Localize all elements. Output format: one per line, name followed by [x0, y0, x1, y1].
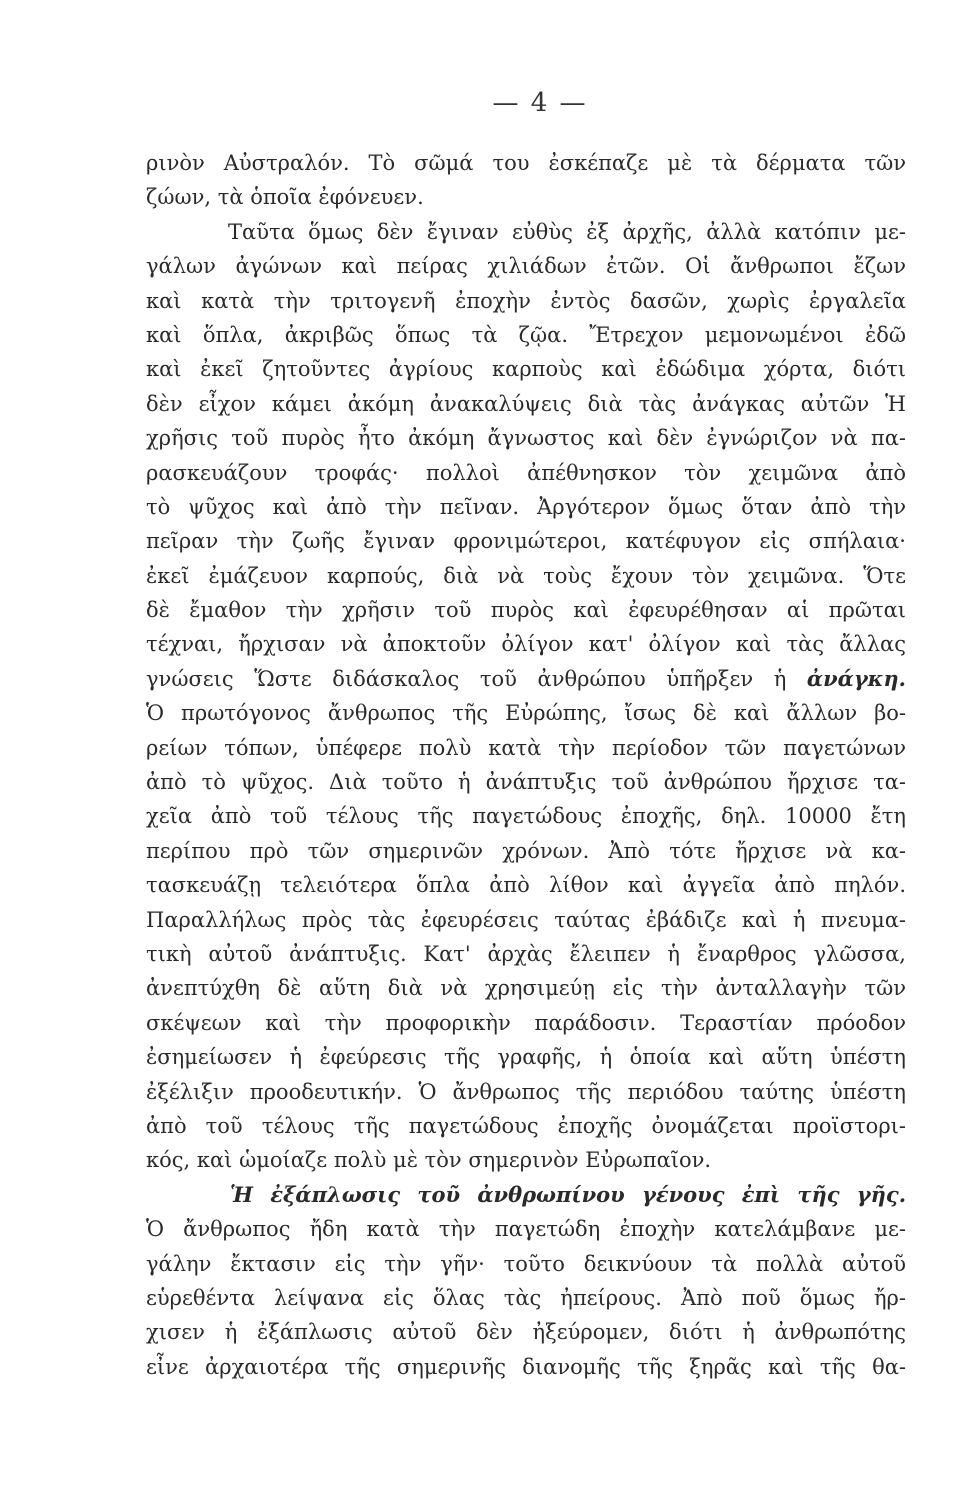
- text-line: Ὁ ἄνθρωπος ἤδη κατὰ τὴν παγετώδη ἐποχὴν κατελάμβανε με-: [146, 1217, 906, 1242]
- section-heading: Ἡ ἐξάπλωσις τοῦ ἀνθρωπίνου γένους ἐπὶ τῆς γῆς.: [230, 1181, 906, 1207]
- text-line: [146, 662, 906, 696]
- text-line: περίπου πρὸ τῶν σημερινῶν χρόνων. Ἀπὸ τότε ἤρχισε νὰ κα-: [146, 838, 906, 863]
- text-line: χεῖα ἀπὸ τοῦ τέλους τῆς παγετώδους ἐποχῆς, δηλ. 10000 ἔτη: [146, 804, 906, 829]
- text-line: ρασκευάζουν τροφάς· πολλοὶ ἀπέθνησκον τὸν χειμῶνα ἀπὸ: [146, 460, 906, 485]
- paragraph-start-line: Ταῦτα ὅμως δὲν ἔγιναν εὐθὺς ἐξ ἀρχῆς, ἀλλὰ κατόπιν με-: [228, 219, 906, 244]
- text-line: γάλων ἀγώνων καὶ πείρας χιλιάδων ἐτῶν. Οἱ ἄνθρωποι ἔζων: [146, 254, 906, 279]
- text-line: κός, καὶ ὡμοίαζε πολὺ μὲ τὸν σημερινὸν Εὐρωπαῖον.: [146, 1148, 712, 1173]
- text-line: ἐκεῖ ἐμάζευον καρπούς, διὰ νὰ τοὺς ἔχουν τὸν χειμῶνα. Ὅτε: [146, 563, 906, 588]
- text-line: ἀνεπτύχθη δὲ αὕτη διὰ νὰ χρησιμεύῃ εἰς τὴν ἀνταλλαγὴν τῶν: [146, 976, 906, 1001]
- text-line: πεῖραν τὴν ζωῆς ἔγιναν φρονιμώτεροι, κατέφυγον εἰς σπήλαια·: [146, 529, 906, 554]
- text-line: χρῆσις τοῦ πυρὸς ἦτο ἀκόμη ἄγνωστος καὶ δὲν ἐγνώριζον νὰ πα-: [146, 426, 906, 451]
- text-line: ζώων, τὰ ὁποῖα ἐφόνευεν.: [146, 185, 424, 210]
- text-line: εὑρεθέντα λείψανα εἰς ὅλας τὰς ἠπείρους. Ἀπὸ ποῦ ὅμως ἤρ-: [146, 1285, 906, 1310]
- text-line: Ὁ πρωτόγονος ἄνθρωπος τῆς Εὐρώπης, ἴσως δὲ καὶ ἄλλων βο-: [146, 701, 906, 726]
- text-line: τικὴ αὐτοῦ ἀνάπτυξις. Κατ' ἀρχὰς ἔλειπεν ἡ ἔναρθρος γλῶσσα,: [146, 941, 906, 966]
- text-line: ἐσημείωσεν ἡ ἐφεύρεσις τῆς γραφῆς, ἡ ὁποία καὶ αὕτη ὑπέστη: [146, 1045, 906, 1070]
- text-line: ρείων τόπων, ὑπέφερε πολὺ κατὰ τὴν περίοδον τῶν παγετώνων: [146, 735, 906, 760]
- text-line: καὶ ἐκεῖ ζητοῦντες ἀγρίους καρποὺς καὶ ἐδώδιμα χόρτα, διότι: [146, 357, 906, 382]
- text-line: εἶνε ἀρχαιοτέρα τῆς σημερινῆς διανομῆς τῆς ξηρᾶς καὶ τῆς θα-: [146, 1354, 906, 1379]
- text-line: Παραλλήλως πρὸς τὰς ἐφευρέσεις ταύτας ἐβάδιζε καὶ ἡ πνευμα-: [146, 907, 906, 932]
- text-line: σκέψεων καὶ τὴν προφορικὴν παράδοσιν. Τεραστίαν πρόοδον: [146, 1010, 906, 1035]
- text-line: καὶ ὅπλα, ἀκριβῶς ὅπως τὰ ζῷα. Ἔτρεχον μεμονωμένοι ἐδῶ: [146, 322, 906, 347]
- text-line-part: γνώσεις Ὥστε διδάσκαλος τοῦ ἀνθρώπου ὑπῆρξεν ἡ: [146, 666, 807, 691]
- text-line: δὲ ἔμαθον τὴν χρῆσιν τοῦ πυρὸς καὶ ἐφευρέθησαν αἱ πρῶται: [146, 598, 906, 623]
- text-line: γάλην ἔκτασιν εἰς τὴν γῆν· τοῦτο δεικνύουν τὰ πολλὰ αὐτοῦ: [146, 1251, 906, 1276]
- text-line: τασκευάζῃ τελειότερα ὅπλα ἀπὸ λίθον καὶ ἀγγεῖα ἀπὸ πηλόν.: [146, 873, 906, 898]
- text-line: ρινὸν Αὐστραλόν. Τὸ σῶμά του ἐσκέπαζε μὲ τὰ δέρματα τῶν: [146, 151, 906, 175]
- text-line: καὶ κατὰ τὴν τριτογενῆ ἐποχὴν ἐντὸς δασῶν, χωρὶς ἐργαλεῖα: [146, 288, 906, 313]
- text-line: τὸ ψῦχος καὶ ἀπὸ τὴν πεῖναν. Ἀργότερον ὅμως ὅταν ἀπὸ τὴν: [146, 494, 906, 519]
- text-line: ἐξέλιξιν προοδευτικήν. Ὁ ἄνθρωπος τῆς περιόδου ταύτης ὑπέστη: [146, 1079, 906, 1104]
- body-text: [146, 146, 906, 1384]
- text-line: ἀπὸ τὸ ψῦχος. Διὰ τοῦτο ἡ ἀνάπτυξις τοῦ ἀνθρώπου ἤρχισε τα-: [146, 770, 906, 795]
- text-line: τέχναι, ἤρχισαν νὰ ἀποκτοῦν ὀλίγον κατ' ὀλίγον καὶ τὰς ἄλλας: [146, 632, 906, 657]
- page-number: — 4 —: [492, 88, 588, 118]
- text-line: ἀπὸ τοῦ τέλους τῆς παγετώδους ἐποχῆς ὀνομάζεται προϊστορι-: [146, 1113, 906, 1138]
- text-line: δὲν εἶχον κάμει ἀκόμη ἀνακαλύψεις διὰ τὰς ἀνάγκας αὐτῶν Ἡ: [146, 391, 906, 416]
- emphasized-word: ἀνάγκη.: [806, 665, 906, 691]
- text-line: χισεν ἡ ἐξάπλωσις αὐτοῦ δὲν ἠξεύρομεν, διότι ἡ ἀνθρωπότης: [146, 1320, 906, 1345]
